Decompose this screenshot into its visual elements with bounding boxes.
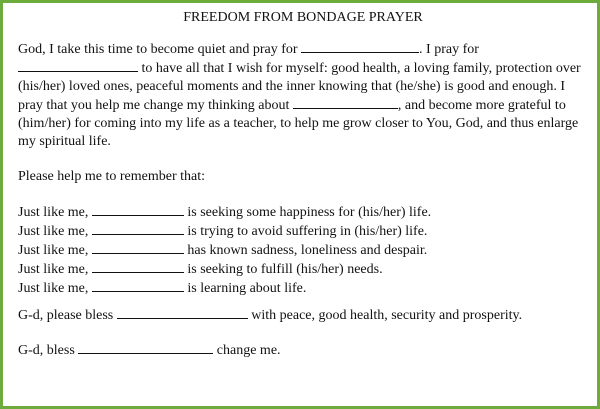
list-item-text: is trying to avoid suffering in (his/her) life.	[187, 224, 428, 239]
page-title: FREEDOM FROM BONDAGE PRAYER	[183, 10, 423, 25]
bless-1-after: with peace, good health, security and prosperity.	[247, 308, 523, 323]
bless-line-2	[18, 341, 588, 360]
list-item-blank	[92, 222, 184, 235]
intro-text-3: to have all that I wish for myself: good health, a loving family, protection over (his/her) loved ones, peaceful moments and the inner knowing that (he/she) is good and enough. I pray that you help me change my thinking about	[18, 61, 581, 113]
please-remember-line: Please help me to remember that:	[18, 169, 205, 184]
bless-2-before: G-d, bless	[18, 343, 79, 358]
list-item-prefix: Just like me,	[18, 205, 92, 220]
list-item-prefix: Just like me,	[18, 243, 92, 258]
intro-text-4: , and become more grateful to (him/her) for coming into my life as a teacher, to help me grow closer to You, God, and thus enlarge my spiritual life.	[18, 98, 579, 149]
list-item-text: is seeking some happiness for (his/her) life.	[187, 205, 432, 220]
list-item	[18, 241, 588, 260]
list-item-prefix: Just like me,	[18, 224, 92, 239]
intro-text-2: . I pray for	[419, 42, 479, 57]
name-blank-1	[301, 40, 419, 53]
list-item-blank	[92, 260, 184, 273]
list-item	[18, 203, 588, 222]
name-blank-2	[18, 59, 138, 72]
list-item-blank	[92, 241, 184, 254]
list-item	[18, 279, 588, 298]
bless-line-1	[18, 306, 588, 325]
list-item-text: is seeking to fulfill (his/her) needs.	[187, 262, 383, 277]
list-item-text: has known sadness, loneliness and despair.	[187, 243, 428, 258]
bless-1-before: G-d, please bless	[18, 308, 117, 323]
bless-1-blank	[117, 306, 248, 319]
bless-2-blank	[78, 341, 213, 354]
list-item	[18, 222, 588, 241]
intro-paragraph	[18, 40, 588, 151]
list-item-blank	[92, 203, 184, 216]
just-like-me-list	[18, 203, 588, 298]
name-blank-3	[293, 96, 398, 109]
intro-text-1: God, I take this time to become quiet and pray for	[18, 42, 302, 57]
bless-2-after: change me.	[213, 343, 281, 358]
list-item-blank	[92, 279, 184, 292]
list-item-prefix: Just like me,	[18, 281, 92, 296]
list-item-prefix: Just like me,	[18, 262, 92, 277]
prayer-document	[18, 9, 588, 360]
list-item	[18, 260, 588, 279]
list-item-text: is learning about life.	[187, 281, 307, 296]
